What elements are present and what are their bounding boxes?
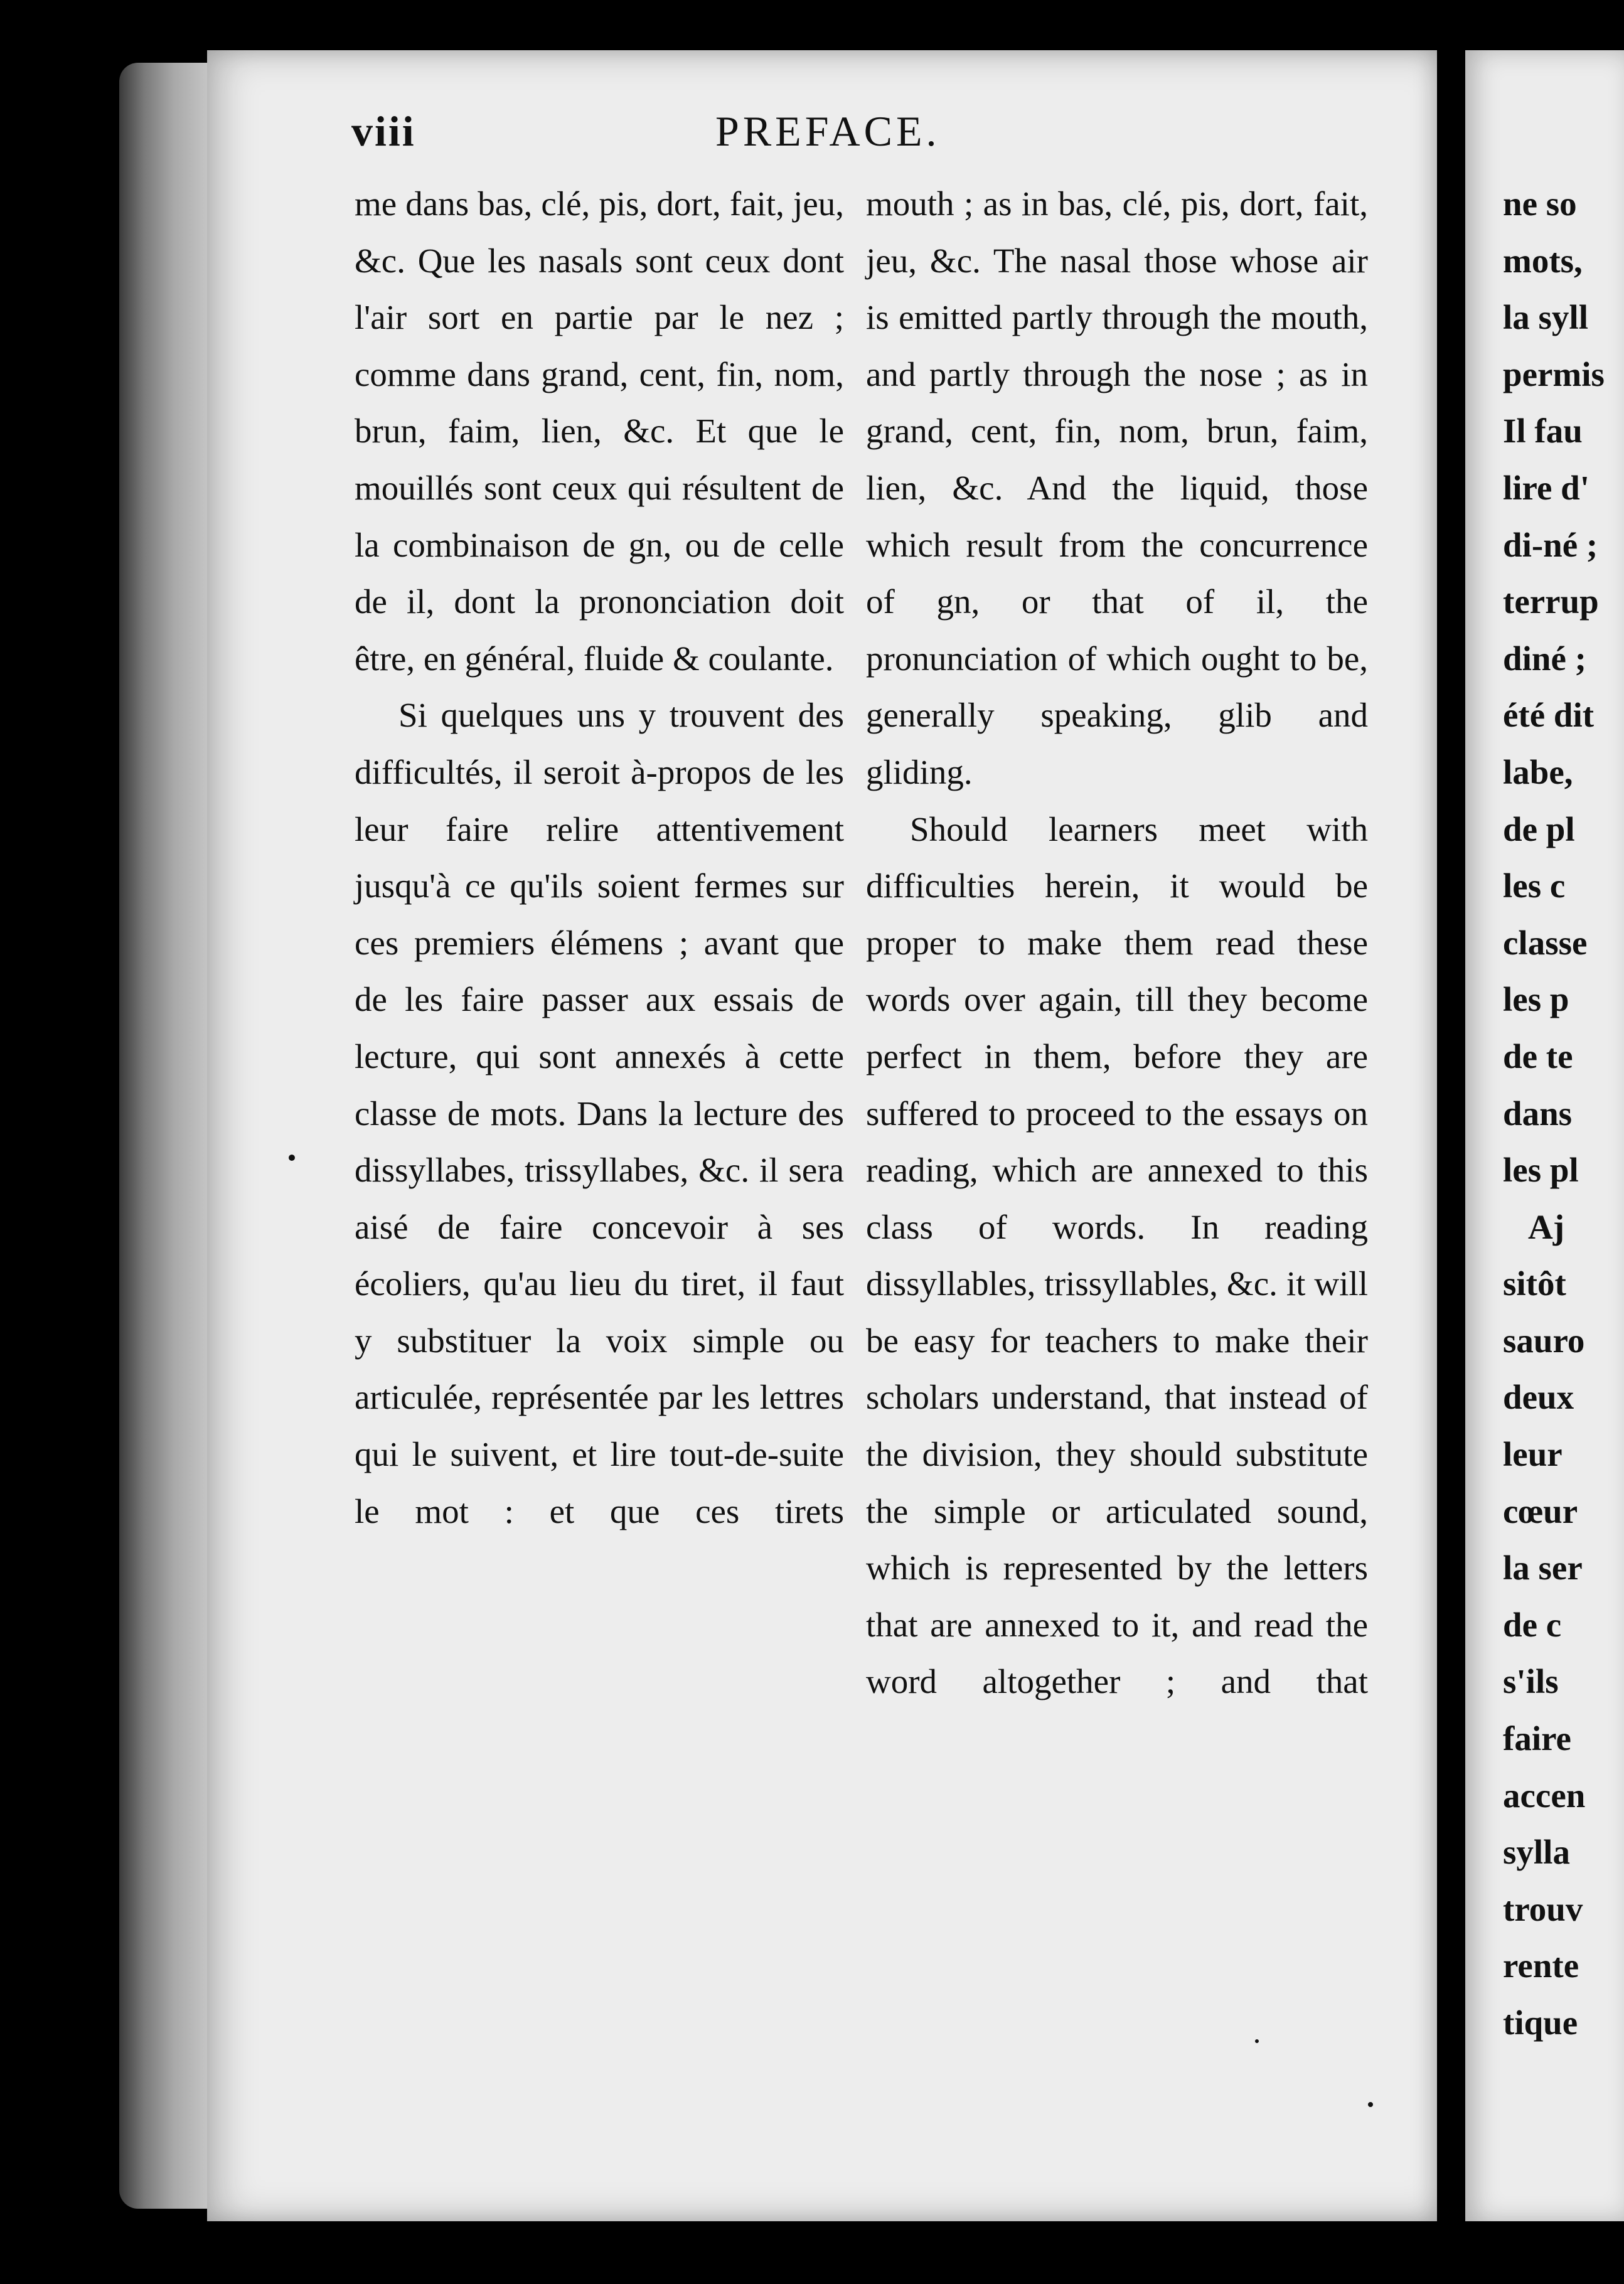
facing-page-line: dans <box>1503 1094 1573 1133</box>
facing-page-line: lire d' <box>1503 468 1590 507</box>
facing-page-line: trouv <box>1503 1889 1583 1928</box>
running-header <box>351 107 1381 163</box>
facing-page-line: la ser <box>1503 1549 1583 1588</box>
paper-speck <box>1368 2102 1373 2107</box>
facing-page-line: les pl <box>1503 1151 1579 1190</box>
facing-page-line: sauro <box>1503 1321 1585 1360</box>
page-title: PREFACE. <box>715 107 941 155</box>
english-text-column <box>866 176 1368 1710</box>
french-paragraph-1: me dans bas, clé, pis, dort, fait, jeu, &c. Que les nasals sont ceux dont l'air sort en partie par le nez ; comme dans grand, cent, fin, nom, brun, faim, lien, &c. Et que le mouillés sont ceux qui résultent de la combinaison de gn, ou de celle de il, dont la prononciation doit être, en général, fluide & coulante. <box>355 184 844 678</box>
facing-page-line: s'ils <box>1503 1662 1559 1701</box>
facing-page-line: deux <box>1503 1378 1574 1417</box>
paper-speck <box>289 1155 295 1161</box>
facing-page-line: mots, <box>1503 241 1583 280</box>
english-paragraph-1: mouth ; as in bas, clé, pis, dort, fait, jeu, &c. The nasal those whose air is emitted partly through the mouth, and partly through the nose ; as in grand, cent, fin, nom, brun, faim, lien, &c. And the liquid, those which result from the concurrence of gn, or that of il, the pronunciation of which ought to be, generally speaking, glib and gliding. <box>866 184 1368 791</box>
facing-page-line: la syll <box>1503 298 1588 337</box>
facing-page-line: leur <box>1503 1435 1563 1474</box>
facing-page-line: sitôt <box>1503 1264 1566 1303</box>
facing-page-line: sylla <box>1503 1833 1570 1872</box>
facing-page-line: Aj <box>1528 1207 1565 1246</box>
french-text-column <box>355 176 844 1540</box>
paper-speck <box>1255 2039 1259 2043</box>
facing-page-line: terrup <box>1503 582 1599 621</box>
facing-page-line: ne so <box>1503 184 1577 223</box>
facing-page-line: Il fau <box>1503 412 1583 451</box>
facing-page-line: labe, <box>1503 752 1573 791</box>
facing-page-line: diné ; <box>1503 639 1586 678</box>
facing-page-line: di-né ; <box>1503 525 1598 564</box>
facing-page-line: été dit <box>1503 696 1595 735</box>
page-number: viii <box>351 107 416 155</box>
facing-page-line: de c <box>1503 1605 1562 1644</box>
english-paragraph-2: Should learners meet with difficulties herein, it would be proper to make them read these words over again, till they become perfect in them, before they are suffered to proceed to the essays on reading, which are annexed to this class of words. In reading dissyllables, trissyllables, &c. it will be easy for teachers to make their scholars understand, that instead of the division, they should substitute the simple or articulated sound, which is represented by the letters that are annexed to it, and read the word altogether ; and that <box>866 809 1368 1701</box>
facing-page-text <box>1503 176 1624 2052</box>
facing-page-line: tique <box>1503 2004 1578 2042</box>
facing-page-line: accen <box>1503 1776 1586 1815</box>
facing-page-line: les p <box>1503 980 1569 1019</box>
facing-page-line: cœur <box>1503 1492 1578 1530</box>
facing-page-line: rente <box>1503 1946 1579 1985</box>
facing-page-line: de pl <box>1503 809 1575 848</box>
page-gutter <box>1437 38 1465 2246</box>
facing-page-line: de te <box>1503 1037 1573 1075</box>
facing-page-line: les c <box>1503 867 1566 905</box>
facing-page-line: classe <box>1503 923 1588 962</box>
book-binding-edge <box>119 63 220 2209</box>
facing-page-line: permis <box>1503 355 1605 393</box>
french-paragraph-2: Si quelques uns y trouvent des difficultés, il seroit à-propos de les leur faire relire attentivement jusqu'à ce qu'ils soient fermes sur ces premiers élémens ; avant que de les faire passer aux essais de lecture, qui sont annexés à cette classe de mots. Dans la lecture des dissyllabes, trissyllabes, &c. il sera aisé de faire concevoir à ses écoliers, qu'au lieu du tiret, il faut y substituer la voix simple ou articulée, représentée par les lettres qui le suivent, et lire tout-de-suite le mot : et que ces tirets <box>355 696 844 1530</box>
facing-page-line: faire <box>1503 1719 1571 1758</box>
